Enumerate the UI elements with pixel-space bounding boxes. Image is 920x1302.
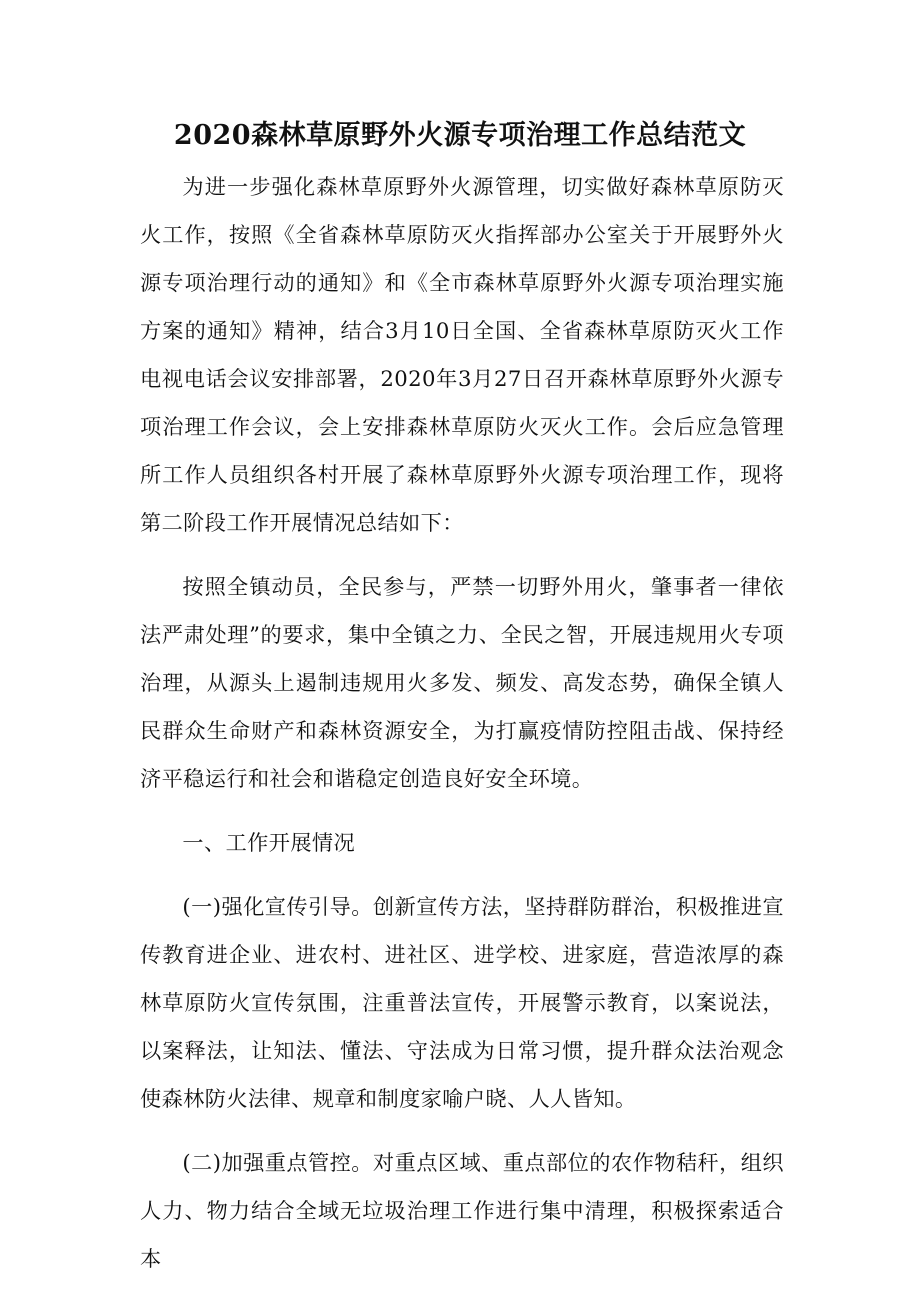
paragraph-key-control: (二)加强重点管控。对重点区域、重点部位的农作物秸秆，组织人力、物力结合全域无垃圾治理工作进行集中清理，积极探索适合本 xyxy=(140,1150,784,1271)
paragraph-publicity: (一)强化宣传引导。创新宣传方法，坚持群防群治，积极推进宣传教育进企业、进农村、进社区、进学校、进家庭，营造浓厚的森林草原防火宣传氛围，注重普法宣传，开展警示教育，以案说法，以案释法，让知法、懂法、守法成为日常习惯，提升群众法治观念使森林防火法律、规章和制度家喻户晓、人人皆知。 xyxy=(140,894,784,1111)
paragraph-intro: 为进一步强化森林草原野外火源管理，切实做好森林草原防灭火工作，按照《全省森林草原防灭火指挥部办公室关于开展野外火源专项治理行动的通知》和《全市森林草原野外火源专项治理实施方案的通知》精神，结合3月10日全国、全省森林草原防灭火工作电视电话会议安排部署，2020年3月27日召开森林草原野外火源专项治理工作会议，会上安排森林草原防火灭火工作。会后应急管理所工作人员组织各村开展了森林草原野外火源专项治理工作，现将第二阶段工作开展情况总结如下： xyxy=(140,174,784,535)
document-body xyxy=(140,163,784,1283)
document-title: 2020森林草原野外火源专项治理工作总结范文 xyxy=(173,120,747,151)
paragraph-requirements: 按照全镇动员，全民参与，严禁一切野外用火，肇事者一律依法严肃处理”的要求，集中全镇之力、全民之智，开展违规用火专项治理，从源头上遏制违规用火多发、频发、高发态势，确保全镇人民群众生命财产和森林资源安全，为打赢疫情防控阻击战、保持经济平稳运行和社会和谐稳定创造良好安全环境。 xyxy=(140,574,784,791)
section-heading-work-status: 一、工作开展情况 xyxy=(182,830,356,855)
